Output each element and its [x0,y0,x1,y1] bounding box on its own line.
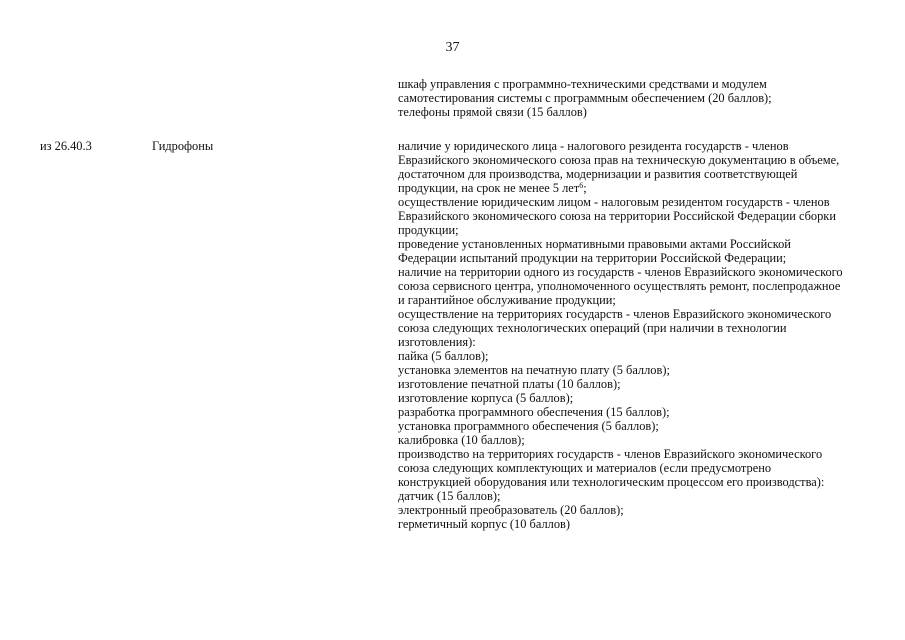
text-line: достаточном для производства, модернизации и развития соответствующей [398,167,798,181]
text-line: продукции; [398,223,459,237]
text-line: производство на территориях государств - членов Евразийского экономического [398,447,823,461]
text-line: датчик (15 баллов); [398,489,501,503]
text-line-with-footnote [398,181,888,195]
text-line: Федерации испытаний продукции на территории Российской Федерации; [398,251,787,265]
text-line: установка программного обеспечения (5 баллов); [398,419,659,433]
text-line: электронный преобразователь (20 баллов); [398,503,624,517]
text-line: конструкцией оборудования или технологическим процессом его производства): [398,475,825,489]
product-name: Гидрофоны [152,139,214,153]
text-line: наличие на территории одного из государств - членов Евразийского экономического [398,265,843,279]
text-line: и гарантийное обслуживание продукции; [398,293,616,307]
footnote-mark: 6 [579,181,584,190]
text-line: Евразийского экономического союза на территории Российской Федерации сборки [398,209,836,223]
text-line: союза следующих комплектующих и материалов (если предусмотрено [398,461,772,475]
text-line-tail: ; [583,181,587,195]
text-line: Евразийского экономического союза прав на техническую документацию в объеме, [398,153,840,167]
text-line: герметичный корпус (10 баллов) [398,517,570,531]
text-line: проведение установленных нормативными правовыми актами Российской [398,237,791,251]
text-line: телефоны прямой связи (15 баллов) [398,105,587,119]
okpd-code: из 26.40.3 [40,139,92,153]
text-line: союза сервисного центра, уполномоченного осуществлять ремонт, послепродажное [398,279,841,293]
text-line: изготовления): [398,335,476,349]
continued-text-block [398,77,888,119]
text-line: наличие у юридического лица - налогового резидента государств - членов [398,139,789,153]
text-line: пайка (5 баллов); [398,349,489,363]
text-line: шкаф управления с программно-техническими средствами и модулем [398,77,767,91]
text-line-part: продукции, на срок не менее 5 лет [398,181,580,195]
text-line: установка элементов на печатную плату (5 баллов); [398,363,670,377]
text-line: калибровка (10 баллов); [398,433,525,447]
requirements-text-block [398,139,888,531]
text-line: изготовление печатной платы (10 баллов); [398,377,621,391]
text-line: осуществление юридическим лицом - налоговым резидентом государств - членов [398,195,830,209]
text-line: союза следующих технологических операций (при наличии в технологии [398,321,787,335]
text-line: изготовление корпуса (5 баллов); [398,391,574,405]
page-number: 37 [445,40,460,55]
text-line: самотестирования системы с программным обеспечением (20 баллов); [398,91,772,105]
text-line: разработка программного обеспечения (15 баллов); [398,405,670,419]
text-line: осуществление на территориях государств - членов Евразийского экономического [398,307,832,321]
